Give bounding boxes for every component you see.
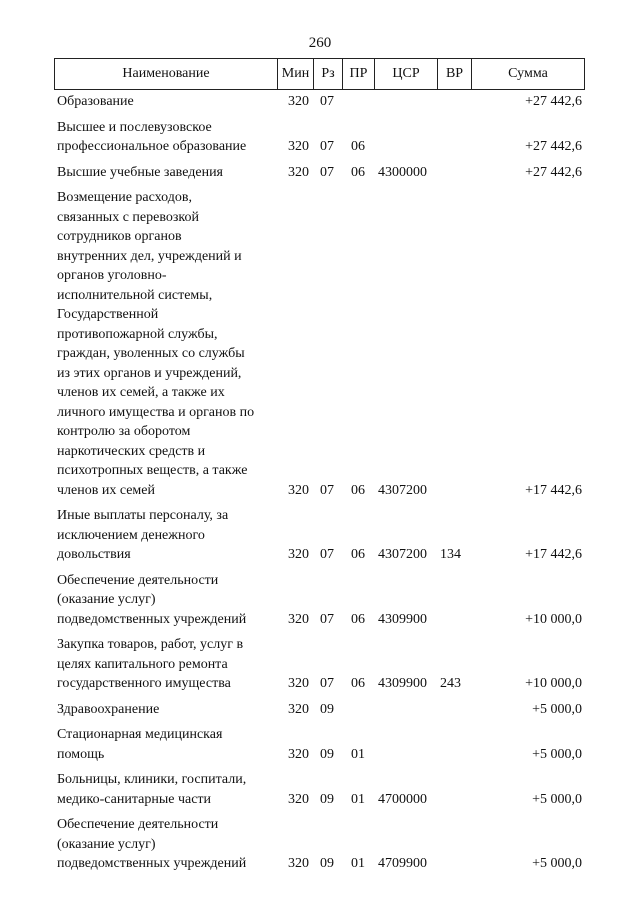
header-min: Мин xyxy=(278,59,314,89)
row-rz: 07 xyxy=(320,482,334,498)
row-name: Стационарная медицинская помощь xyxy=(57,727,223,762)
row-min: 320 xyxy=(288,701,309,717)
row-vr: 243 xyxy=(440,676,461,691)
row-csr: 4307200 xyxy=(378,482,427,498)
header-csr: ЦСР xyxy=(375,59,438,89)
row-name: Высшие учебные заведения xyxy=(57,164,223,180)
row-rz: 09 xyxy=(320,701,334,717)
row-sum: +10 000,0 xyxy=(525,676,582,691)
row-pr: 06 xyxy=(351,482,365,498)
row-pr: 06 xyxy=(351,164,365,180)
row-name: Обеспечение деятельности (оказание услуг) подведомственных учреждений xyxy=(57,572,247,627)
row-csr: 4709900 xyxy=(378,856,427,871)
table-row xyxy=(0,163,640,183)
row-name: Здравоохранение xyxy=(57,701,160,717)
row-min: 320 xyxy=(288,94,309,109)
header-sum: Сумма xyxy=(508,66,548,81)
row-rz: 07 xyxy=(320,547,334,562)
row-name: Высшее и послевузовское профессиональное образование xyxy=(57,119,247,154)
row-sum: +10 000,0 xyxy=(525,611,582,627)
row-rz: 07 xyxy=(320,94,334,109)
row-min: 320 xyxy=(288,676,309,691)
row-csr: 4309900 xyxy=(378,676,427,691)
row-rz: 09 xyxy=(320,791,334,807)
table-row xyxy=(0,700,640,720)
table-row xyxy=(0,770,640,809)
row-min: 320 xyxy=(288,856,309,871)
row-name: Иные выплаты персоналу, за исключением денежного довольствия xyxy=(57,508,229,562)
row-csr: 4309900 xyxy=(378,611,427,627)
row-min: 320 xyxy=(288,547,309,562)
row-pr: 06 xyxy=(351,676,365,691)
row-pr: 06 xyxy=(351,611,365,627)
row-csr: 4700000 xyxy=(378,791,427,807)
row-name: Обеспечение деятельности (оказание услуг) подведомственных учреждений xyxy=(57,817,247,871)
row-pr: 01 xyxy=(351,746,365,762)
table-row xyxy=(0,118,640,157)
table-header xyxy=(54,58,585,90)
row-min: 320 xyxy=(288,791,309,807)
row-name: Закупка товаров, работ, услуг в целях капитального ремонта государственного имущества xyxy=(57,637,244,691)
table-row xyxy=(0,188,640,500)
row-min: 320 xyxy=(288,164,309,180)
row-rz: 07 xyxy=(320,676,334,691)
row-pr: 06 xyxy=(351,139,365,154)
table-row xyxy=(0,815,640,874)
header-rz: Рз xyxy=(314,59,343,89)
row-sum: +27 442,6 xyxy=(525,139,582,154)
row-name: Возмещение расходов, связанных с перевозкой сотрудников органов внутренних дел, учреждений и органов уголовно- исполнительной системы, Государственной противопожарной службы, граждан, уволенных со службы из этих органов и учреждений, членов их семей, а также их личного имущества и органов по контролю за оборотом наркотических средств и психотропных веществ, а также членов их семей xyxy=(57,190,255,498)
row-sum: +27 442,6 xyxy=(525,164,582,180)
row-rz: 07 xyxy=(320,611,334,627)
header-name: Наименование xyxy=(55,59,278,89)
row-sum: +17 442,6 xyxy=(525,547,582,562)
row-pr: 01 xyxy=(351,791,365,807)
page-number: 260 xyxy=(308,35,332,51)
table-row xyxy=(0,506,640,565)
row-min: 320 xyxy=(288,746,309,762)
table-row xyxy=(0,725,640,764)
header-vr: ВР xyxy=(438,59,472,89)
row-sum: +27 442,6 xyxy=(525,94,582,109)
row-name: Больницы, клиники, госпитали, медико-санитарные части xyxy=(57,772,247,807)
row-rz: 07 xyxy=(320,139,334,154)
row-pr: 01 xyxy=(351,856,365,871)
row-csr: 4307200 xyxy=(378,547,427,562)
row-rz: 07 xyxy=(320,164,334,180)
table-row xyxy=(0,635,640,694)
row-sum: +5 000,0 xyxy=(532,791,582,807)
row-csr: 4300000 xyxy=(378,164,427,180)
row-sum: +5 000,0 xyxy=(532,856,582,871)
row-name: Образование xyxy=(57,94,134,109)
row-rz: 09 xyxy=(320,746,334,762)
row-min: 320 xyxy=(288,611,309,627)
row-sum: +5 000,0 xyxy=(532,746,582,762)
table-body xyxy=(0,92,640,880)
table-row xyxy=(0,571,640,630)
row-pr: 06 xyxy=(351,547,365,562)
row-rz: 09 xyxy=(320,856,334,871)
table-row xyxy=(0,92,640,112)
row-min: 320 xyxy=(288,482,309,498)
row-min: 320 xyxy=(288,139,309,154)
row-sum: +17 442,6 xyxy=(525,482,582,498)
header-pr: ПР xyxy=(343,59,375,89)
row-sum: +5 000,0 xyxy=(532,701,582,717)
row-vr: 134 xyxy=(440,547,461,562)
